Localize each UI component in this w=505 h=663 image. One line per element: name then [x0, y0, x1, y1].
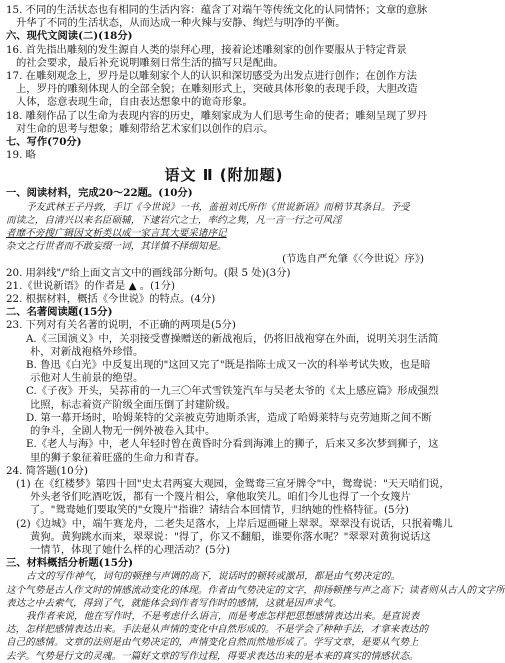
q24-part2-line-3: 一情节，体现了她什么样的心理活动？(5分)	[30, 543, 230, 556]
answer-17-line-3: 人体，恣意表现生命，自由表达想象中的诡奇形象。	[16, 96, 253, 109]
option-e-line-1: E.《老人与海》中，老人年轻时曾在黄昏时分看到海滩上的狮子，后来又多次梦到狮子，这	[26, 438, 439, 451]
material-line-1: 古文的写作神气，词句的顿挫与声调的高下，说话时的顿转或激昂，都是由气势决定的。	[26, 571, 401, 583]
answer-17-line-1: 17. 在雕刻观念上，罗丹是以雕刻家个人的认识和深切感受为出发点进行创作；在创作方法	[6, 70, 417, 83]
option-c-line-2: 比照，标志着资产阶级全面压倒了封建阶级。	[30, 398, 236, 411]
answers-top-section	[6, 4, 442, 162]
option-d-line-1: D. 第一幕开场时，哈姆莱特的父亲被克劳迪斯杀害，造成了哈姆莱特与克劳迪斯之间不断	[26, 411, 432, 424]
q24-part1-line-2: 外头老爷们吃酒吃饭，都有一个篾片相公，拿他取笑儿。咱们今儿也得了一个女篾片	[30, 491, 411, 504]
questions-section	[6, 266, 453, 571]
material-line-3: 表达之中去索气，得到了气，就能体会到作者写作时的感情，这就是因声求气。	[6, 597, 342, 609]
classical-line-2: 而读之，自清兴以来名臣硕辅，下逮岩穴之士，率约之隽，凡一言一行之可风淫	[6, 214, 342, 226]
option-a-line-1: A.《三国演义》中，关羽接受曹操赠送的新战袍后，仍将旧战袍穿在外面，说明关羽生活简	[26, 332, 439, 345]
material-line-4: 我作者来说，他在写作时，不是考虑什么语言，而是考虑怎样把思想感情表达出来。是直说表	[26, 610, 420, 622]
section-one-header: 一、阅读材料，完成20～22题。(10分)	[6, 187, 193, 200]
section-six-header: 六、现代文阅读(二)(18分)	[6, 30, 133, 43]
question-20: 20. 用斜线"/"给上面文言文中的画线部分断句。(限 5 处)(3分)	[6, 266, 291, 279]
answer-16-line-1: 16. 首先指出雕刻的发生源自人类的崇拜心理，接着论述雕刻家的创作要服从于特定背景	[6, 43, 407, 56]
answer-18-line-1: 18. 雕刻作品了以生命为表现内容的历史，雕刻家成为人们思考生命的使者；雕刻呈现了罗丹	[6, 109, 428, 122]
answer-18-line-2: 对生命的思考与想象；雕刻带给艺术家们以创作的启示。	[16, 122, 274, 135]
answer-15-line-2: 升华了不同的生活状态，从而达成一种火辣与安静、绚烂与明净的平衡。	[16, 17, 346, 30]
q24-part2-line-2: 黄狗。黄狗跳水而来，翠翠说："得了，你又不翻船，谁要你落水呢？"翠翠对黄狗说话这	[30, 530, 431, 543]
q24-part1-line-1: (1) 在《红楼梦》第四十回"史太君两宴大观园，金鸳鸯三宣牙牌令"中，鸳鸯说："天天哨们说，	[16, 477, 450, 490]
material-line-5: 达，怎样把感情表达出来。手法是从声情的变化中自然形成的。不是学会了种种手法，才拿来表达的	[6, 624, 429, 636]
option-c-line-1: C.《子夜》开头，吴荪甫的一九三〇年式雪铁笼汽车与吴老太爷的《太上感应篇》形成强烈	[26, 385, 439, 398]
answer-19: 19. 略	[6, 149, 36, 162]
section-seven-header: 七、写作(70分)	[6, 136, 82, 149]
answer-15-line-1: 15. 不同的生活状态也有相同的生活内容：蕴含了对端午等传统文化的认同情怀；文章的意脉	[6, 4, 428, 16]
material-line-6: 自己的感情。文章的法则是由气势决定的，声情变化自然而然地形成了。学写文章，是要从气势上	[6, 637, 419, 649]
question-23: 23. 下列对有关名著的说明，不正确的两项是(5分)	[6, 319, 236, 332]
answer-17-line-2: 上，罗丹的雕刻体现人的全部全貌；在雕刻形式上，突破具体形象的表现手段，大胆改造	[16, 83, 418, 96]
section-two-header: 二、名著阅读题(15分)	[6, 306, 113, 319]
material-line-2: 这个气势是古人作文时的情感流动变化的体现。作者由气势决定的文字，抑扬顿挫与声之高下；读者则从古人的文字所	[6, 584, 505, 596]
question-24: 24. 简答题(10分)	[6, 464, 88, 477]
q24-part2-line-1: (2)《边城》中，端午赛龙舟，二老失足落水，上岸后逗画碰上翠翠。翠翠没有说话，只抿着嘴儿	[16, 517, 453, 530]
classical-passage	[6, 201, 442, 267]
question-21: 21.《世说新语》的作者是 ▲ 。(1分)	[6, 279, 175, 292]
question-22: 22. 根据材料，概括《今世说》的特点。(4分)	[6, 293, 216, 306]
option-e-line-2: 里的狮子象征着旺盛的生命力和青春。	[30, 451, 206, 464]
answer-16-line-2: 的社会要求，最后补充说明雕刻日常生活的描写只是配曲。	[16, 56, 284, 69]
q24-part1-line-3: 了。"鸳鸯她们要取笑的"女篾片"指谁？请结合本回情节，归纳她的性格特征。(5分)	[30, 504, 409, 517]
passage-source: (节选自严允肇《〈今世说〉序》)	[282, 253, 424, 266]
material-passage	[6, 570, 505, 662]
material-line-7: 去学。气势是行文的灵魂。一篇好文章的写作过程，得要求表达出来的是本来的真实的情感状态。	[6, 650, 419, 662]
option-b-line-1: B. 鲁迅《白光》中反复出现的"这回又完了"既是指陈士成又一次的科举考试失败，也是暗	[26, 359, 431, 372]
section-three-header: 三、材料概括分析题(15分)	[6, 557, 134, 570]
option-a-line-2: 朴，对新战袍格外珍惜。	[30, 345, 144, 358]
classical-line-3-underlined: 者靡不旁搜广辑因文析类以成一家言其大要采诸序记	[6, 228, 227, 240]
classical-line-1: 予友武林王子丹敦，手订《今世说》一书，盖祖刘氏所作《世说新语》而稍节其条目。予受	[26, 201, 410, 213]
option-d-line-2: 的争斗，全剧人物无一例外被卷入其中。	[30, 425, 216, 438]
option-b-line-2: 示他对人生前景的绝望。	[30, 372, 144, 385]
page-title: 语文 Ⅱ (附加题)	[164, 166, 284, 185]
classical-line-4: 杂文之行世者而不敢妄缀一词，其详慎不择细知是。	[6, 241, 227, 253]
